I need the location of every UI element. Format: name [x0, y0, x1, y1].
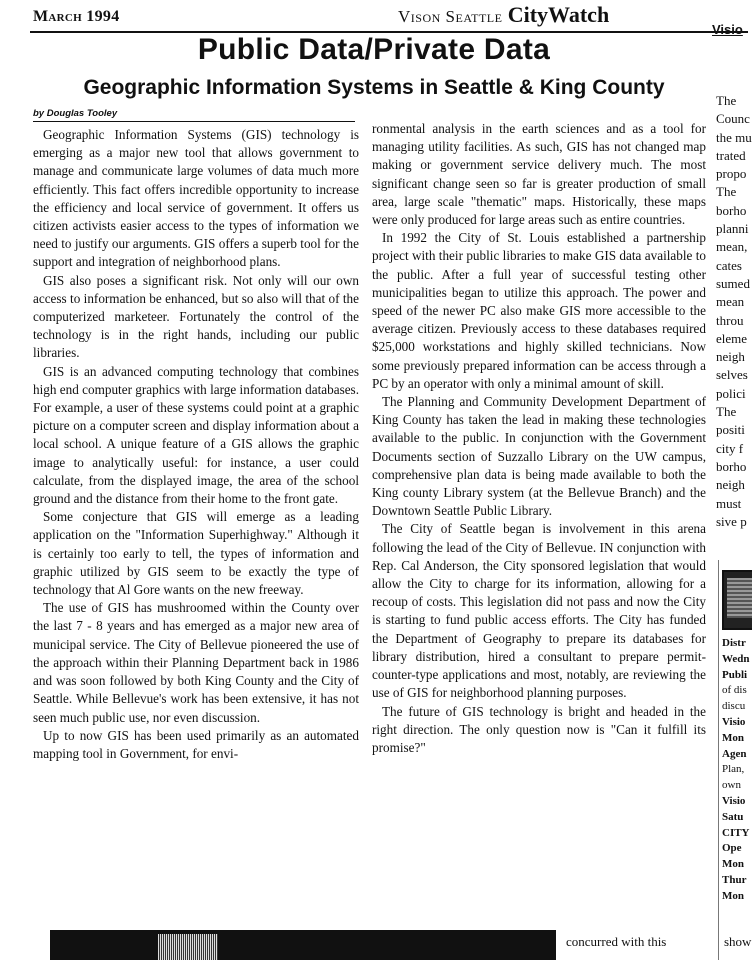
bottom-photo-strip — [50, 930, 556, 960]
byline: by Douglas Tooley — [33, 108, 118, 119]
article-column-1 — [33, 126, 359, 763]
bottom-photo-halftone — [158, 934, 218, 960]
article-column-2 — [372, 120, 706, 757]
sidebar-line: must — [716, 495, 742, 511]
calendar-line: Mon — [722, 731, 744, 744]
sidebar-line: eleme — [716, 330, 748, 346]
paragraph: Up to now GIS has been used primarily as an automated mapping tool in Government, for envi- — [33, 727, 359, 761]
sidebar-line: propo — [716, 166, 747, 182]
calendar-line: own — [722, 779, 741, 792]
calendar-line: Mon — [722, 889, 744, 902]
column-divider — [718, 560, 719, 960]
paragraph: The Planning and Community Development Department of King County has taken the lead in making these technologies available to the public. In conjunction with the Government Documents section of Suzzallo Library on the UW campus, comprehensive plan data is being made available to both the King county Library system (at the Bellevue Branch) and the Downtown Seattle Public Library. — [372, 394, 706, 519]
paragraph: The use of GIS has mushroomed within the County over the last 7 - 8 years and has emerged as a major new area of municipal service. The City of Bellevue pioneered the use of the approach within their Planning Department back in 1986 and was soon followed by both King County and the City of Seattle. While Bellevue's work has been extensive, it has not seen much public use, nor even discussion. — [33, 600, 359, 725]
sidebar-line: borho — [716, 458, 747, 474]
paragraph: GIS also poses a significant risk. Not only will our own access to information be enhanced, but so also will that of the computerized marketeer. Fortunately the control of the technology is in the right hands, including our public libraries. — [33, 272, 359, 361]
sidebar-line: mean, — [716, 239, 748, 255]
sidebar-line: trated — [716, 147, 746, 163]
calendar-line: Agen — [722, 747, 747, 760]
calendar-line: Visio — [722, 715, 746, 728]
bottom-right-fragment: show — [724, 934, 752, 949]
sidebar-line: mean — [716, 294, 745, 310]
sidebar-line: positi — [716, 422, 745, 438]
sidebar-line: planni — [716, 221, 749, 237]
sidebar-line: borho — [716, 202, 747, 218]
sidebar-calendar — [722, 636, 752, 905]
calendar-line: Plan, — [722, 763, 745, 776]
calendar-line: Wedn — [722, 652, 750, 665]
byline-rule — [33, 121, 355, 122]
calendar-line: of dis — [722, 684, 747, 697]
publication-name: CityWatch — [507, 2, 610, 27]
paragraph: ronmental analysis in the earth sciences and as a tool for managing utility facilities. As such, GIS has not changed map making or government service delivery much. The most significant change seen so far is greater production of small area, large scale "thematic" maps. Historically, these maps were only produced for large areas such as entire countries. — [372, 121, 706, 228]
calendar-line: CITY — [722, 826, 750, 839]
calendar-line: Distr — [722, 637, 746, 649]
subheadline: Geographic Information Systems in Seattle & King County — [83, 76, 665, 99]
calendar-line: Visio — [722, 794, 746, 807]
sidebar-line: sumed — [716, 275, 750, 291]
sidebar-line: polici — [716, 385, 746, 401]
publication-title — [398, 2, 609, 28]
sidebar-line: throu — [716, 312, 744, 328]
calendar-line: Thur — [722, 873, 747, 886]
sidebar-line: selves — [716, 367, 748, 383]
paragraph: GIS is an advanced computing technology that combines high end computer graphics with large information databases. For example, a user of these systems could point at a graphic picture on a computer screen and display information about a local school. A unique feature of a GIS allows the graphic image to analytically useful: for instance, a user could calculate, from the displayed image, the area of the school ground and the distance from their home to the front gate. — [33, 363, 359, 507]
sidebar-line: The — [716, 404, 737, 420]
sidebar-line: The — [716, 184, 737, 200]
sidebar-line: city f — [716, 440, 744, 456]
calendar-line: discu — [722, 700, 746, 713]
sidebar-line: neigh — [716, 349, 745, 365]
calendar-line: Satu — [722, 810, 744, 823]
calendar-line: Publi — [722, 668, 748, 681]
paragraph: Geographic Information Systems (GIS) technology is emerging as a major new tool that allows government to manage and communicate large volumes of data much more efficiently. This fact offers incredible opportunity to increase the efficiency and local service of government. It offers us citizen activists easier access to the types of information we need to justify our arguments. GIS offers a superb tool for the support and integration of neighborhood plans. — [33, 127, 359, 270]
paragraph: Some conjecture that GIS will emerge as a leading application on the "Information Superhighway." Although it is certainly too early to tell, the types of information and graphic utilized by GIS seem to be exactly the type of technology that Al Gore wants on the new freeway. — [33, 509, 359, 598]
sidebar-line: cates — [716, 257, 742, 273]
paragraph: The City of Seattle began is involvement in this arena following the lead of the City of Bellevue. IN conjunction with Rep. Cal Anderson, the City sponsored legislation that would allow the City to charge for its information, allowing for a recoup of costs. This legislation did not pass and now the City is starting to fund public access efforts. The City has funded the Department of Geography to prepare its databases for library distribution, hired a consultant to prepare permit-counter-type applications and most, notably, are reviewing the use of GIS for neighborhood planning purposes. — [372, 521, 706, 701]
headline: Public Data/Private Data — [197, 33, 551, 66]
sidebar-line: sive p — [716, 513, 747, 529]
calendar-line: Ope — [722, 842, 742, 855]
sidebar-line: Counc — [716, 111, 750, 127]
paragraph: The future of GIS technology is bright and headed in the right direction. The only question now is "Can it fulfill its promise?" — [372, 703, 706, 755]
sidebar-line: The — [716, 93, 737, 108]
sidebar-heading: Visio — [712, 22, 743, 37]
sidebar-line: the mu — [716, 129, 752, 145]
calendar-line: Mon — [722, 858, 744, 871]
publication-prefix: Vison Seattle — [398, 7, 503, 26]
sidebar-line: neigh — [716, 477, 745, 493]
paragraph: In 1992 the City of St. Louis established a partnership project with their public libraries to make GIS data available to the public. After a full year of successful testing other municipalities began to utilize this approach. The power and speed of the newer PC also make GIS more accessible to the average citizen. Previously access to these databases required $25,000 workstations and highly skilled technicians. Now some previously prepared information can be access through a PC by an operator with only a minimal amount of skill. — [372, 230, 706, 391]
sidebar-article — [716, 92, 752, 531]
bottom-article-line: concurred with this — [566, 934, 667, 949]
issue-date: March 1994 — [33, 8, 120, 25]
sidebar-photo-halftone — [727, 578, 752, 618]
